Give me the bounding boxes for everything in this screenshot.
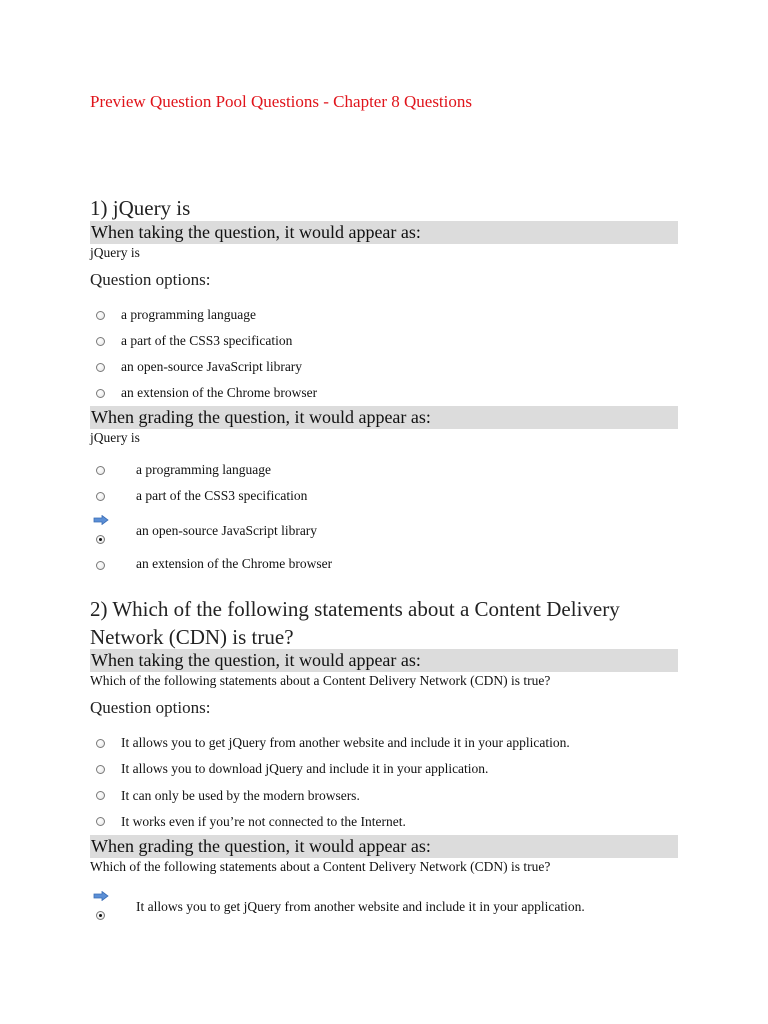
q1-grading-option-1-label: a programming language (136, 462, 271, 477)
q1-taking-band (90, 221, 678, 244)
radio-button[interactable] (96, 337, 105, 346)
radio-button[interactable] (96, 765, 105, 774)
q2-grading-option-1-label: It allows you to get jQuery from another website and include it in your application. (136, 899, 585, 914)
q1-grading-band (90, 406, 678, 429)
q1-prompt: jQuery is (90, 245, 140, 260)
document-title: Preview Question Pool Questions - Chapter 8 Questions (90, 92, 472, 111)
q1-grading-label: When grading the question, it would appear as: (91, 407, 431, 427)
q2-prompt: Which of the following statements about a Content Delivery Network (CDN) is true? (90, 673, 551, 688)
q1-option-1-label: a programming language (121, 307, 256, 322)
radio-button[interactable] (96, 817, 105, 826)
q1-grading-option-4-label: an extension of the Chrome browser (136, 556, 333, 571)
radio-button-selected (96, 911, 105, 920)
q1-taking-label: When taking the question, it would appear as: (91, 222, 421, 242)
radio-button (96, 492, 105, 501)
radio-button (96, 561, 105, 570)
q1-option-3-label: an open-source JavaScript library (121, 359, 303, 374)
radio-button[interactable] (96, 791, 105, 800)
q1-option-4-label: an extension of the Chrome browser (121, 385, 318, 400)
correct-answer-arrow-icon (93, 891, 109, 901)
radio-button-selected (96, 535, 105, 544)
q2-taking-band (90, 649, 678, 672)
q1-option-2-label: a part of the CSS3 specification (121, 333, 293, 348)
radio-button[interactable] (96, 739, 105, 748)
radio-button[interactable] (96, 311, 105, 320)
radio-button[interactable] (96, 389, 105, 398)
q2-options-label: Question options: (90, 698, 211, 717)
q1-options-label: Question options: (90, 270, 211, 289)
question-2-title: 2) Which of the following statements about a Content Delivery Network (CDN) is true? (90, 597, 620, 649)
q2-grading-label: When grading the question, it would appear as: (91, 836, 431, 856)
q2-grading-prompt: Which of the following statements about a Content Delivery Network (CDN) is true? (90, 859, 551, 874)
q2-option-4-label: It works even if you’re not connected to the Internet. (121, 814, 406, 829)
radio-button[interactable] (96, 363, 105, 372)
q1-grading-prompt: jQuery is (90, 430, 140, 445)
correct-answer-arrow-icon (93, 515, 109, 525)
q1-grading-option-3-label: an open-source JavaScript library (136, 523, 318, 538)
q2-option-1-label: It allows you to get jQuery from another website and include it in your application. (121, 735, 570, 750)
q2-grading-band (90, 835, 678, 858)
q1-grading-option-2-label: a part of the CSS3 specification (136, 488, 308, 503)
q2-option-2-label: It allows you to download jQuery and include it in your application. (121, 761, 489, 776)
q2-option-3-label: It can only be used by the modern browsers. (121, 788, 360, 803)
question-1-title: 1) jQuery is (90, 196, 191, 220)
q2-taking-label: When taking the question, it would appear as: (91, 650, 421, 670)
radio-button (96, 466, 105, 475)
